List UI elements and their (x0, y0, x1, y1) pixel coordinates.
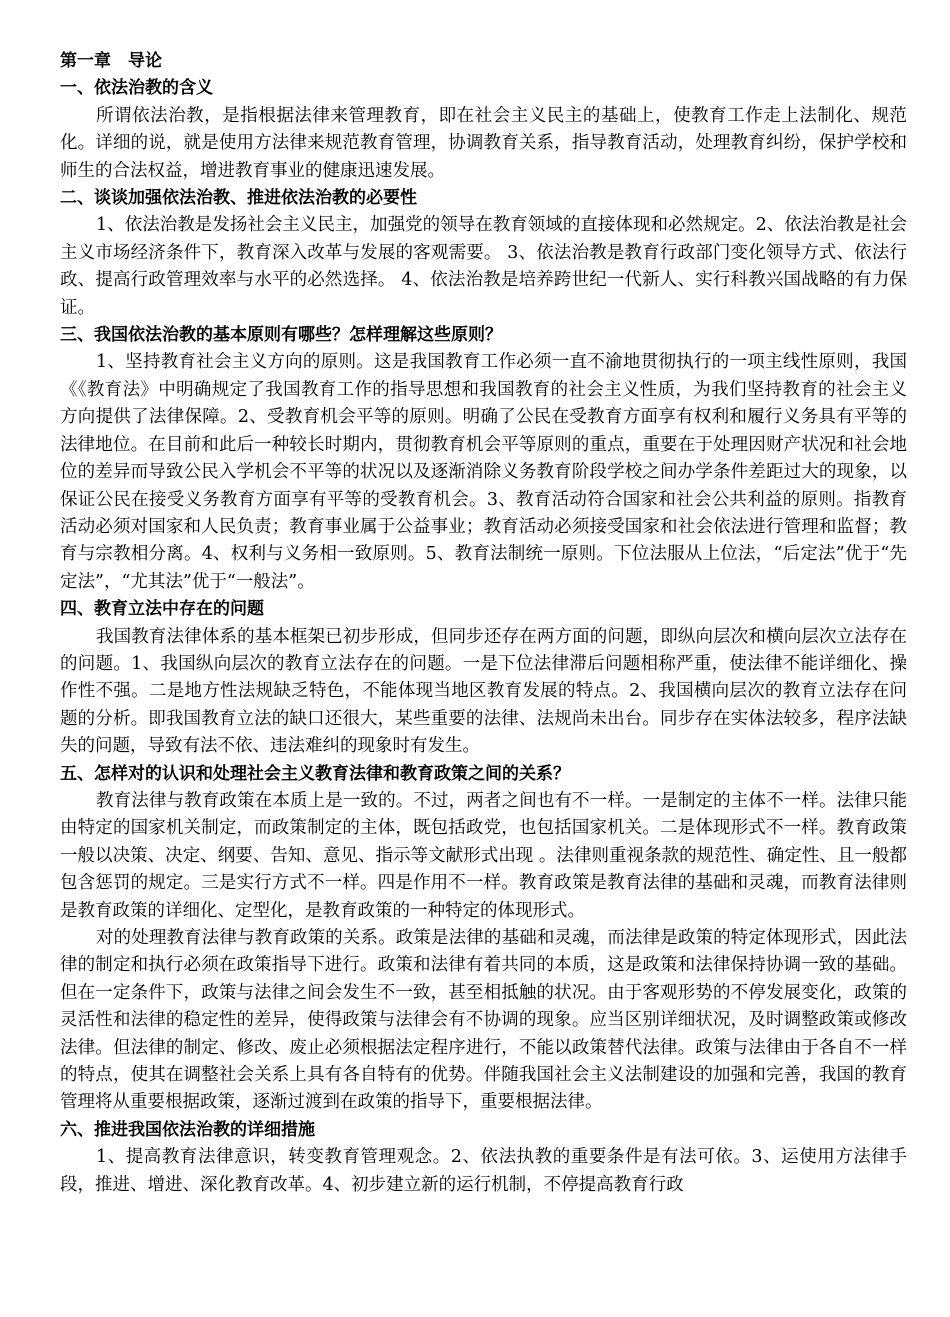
chapter-title: 第一章 导论 (60, 51, 162, 71)
section-3-heading: 三、我国依法治教的基本原则有哪些？怎样理解这些原则？ (60, 325, 502, 346)
section-1-heading: 一、依法治教的含义 (60, 78, 213, 99)
section-4-heading: 四、教育立法中存在的问题 (60, 599, 264, 620)
section-3-paragraph-1: 1、坚持教育社会主义方向的原则。这是我国教育工作必须一直不渝地贯彻执行的一项主线性原则，我国《《教育法》中明确规定了我国教育工作的指导思想和我国教育的社会主义性质，为我们坚持教育的社会主义方向提供了法律保障。2、受教育机会平等的原则。明确了公民在受教育方面享有权利和履行义务具有平等的法律地位。在目前和此后一种较长时期内，贯彻教育机会平等原则的重点，重要在于处理因财产状况和社会地位的差异而导致公民入学机会不平等的状况以及逐渐消除义务教育阶段学校之间办学条件差距过大的现象，以保证公民在接受义务教育方面享有平等的受教育机会。3、教育活动符合国家和社会公共利益的原则。指教育活动必须对国家和人民负责；教育事业属于公益事业；教育活动必须接受国家和社会依法进行管理和监督；教育与宗教相分离。4、权利与义务相一致原则。5、教育法制统一原则。下位法服从上位法，“后定法”优于“先定法”，“尤其法”优于“一般法”。 (60, 352, 907, 592)
section-1-paragraph-1: 所谓依法治教，是指根据法律来管理教育，即在社会主义民主的基础上，使教育工作走上法制化、规范化。详细的说，就是使用方法律来规范教育管理，协调教育关系，指导教育活动，处理教育纠纷，保护学校和师生的合法权益，增进教育事业的健康迅速发展。 (60, 105, 907, 181)
section-4-paragraph-1: 我国教育法律体系的基本框架已初步形成，但同步还存在两方面的问题，即纵向层次和横向层次立法存在的问题。1、我国纵向层次的教育立法存在的问题。一是下位法律滞后问题相称严重，使法律不能详细化、操作性不强。二是地方性法规缺乏特色，不能体现当地区教育发展的特点。2、我国横向层次的教育立法存在问题的分析。即我国教育立法的缺口还很大，某些重要的法律、法规尚未出台。同步存在实体法较多，程序法缺失的问题，导致有法不依、违法难纠的现象时有发生。 (60, 626, 907, 757)
section-2-paragraph-1: 1、依法治教是发扬社会主义民主，加强党的领导在教育领域的直接体现和必然规定。2、依法治教是社会主义市场经济条件下，教育深入改革与发展的客观需要。 3、依法治教是教育行政部门变化领导方式、依法行政、提高行政管理效率与水平的必然选择。 4、依法治教是培养跨世纪一代新人、实行科教兴国战略的有力保证。 (60, 215, 907, 318)
document-page (60, 48, 907, 1199)
section-2-heading: 二、谈谈加强依法治教、推进依法治教的必要性 (60, 188, 417, 209)
section-6-paragraph-1: 1、提高教育法律意识，转变教育管理观念。2、依法执教的重要条件是有法可依。3、运使用方法律手段，推进、增进、深化教育改革。4、初步建立新的运行机制，不停提高教育行政 (60, 1147, 907, 1195)
section-6-heading: 六、推进我国依法治教的详细措施 (60, 1119, 315, 1140)
section-5-heading: 五、怎样对的认识和处理社会主义教育法律和教育政策之间的关系？ (60, 763, 570, 784)
section-5-paragraph-2: 对的处理教育法律与教育政策的关系。政策是法律的基础和灵魂，而法律是政策的特定体现形式，因此法律的制定和执行必须在政策指导下进行。政策和法律有着共同的本质，这是政策和法律保持协调一致的基础。但在一定条件下，政策与法律之间会发生不一致，甚至相抵触的状况。由于客观形势的不停发展变化，政策的灵活性和法律的稳定性的差异，使得政策与法律会有不协调的现象。应当区别详细状况，及时调整政策或修改法律。但法律的制定、修改、废止必须根据法定程序进行，不能以政策替代法律。政策与法律由于各自不一样的特点，使其在调整社会关系上具有各自特有的优势。伴随我国社会主义法制建设的加强和完善，我国的教育管理将从重要根据政策，逐渐过渡到在政策的指导下，重要根据法律。 (60, 928, 907, 1113)
section-5-paragraph-1: 教育法律与教育政策在本质上是一致的。不过，两者之间也有不一样。一是制定的主体不一样。法律只能由特定的国家机关制定，而政策制定的主体，既包括政党，也包括国家机关。二是体现形式不一样。教育政策一般以决策、决定、纲要、告知、意见、指示等文献形式出现 。法律则重视条款的规范性、确定性、且一般都包含惩罚的规定。三是实行方式不一样。四是作用不一样。教育政策是教育法律的基础和灵魂，而教育法律则是教育政策的详细化、定型化，是教育政策的一种特定的体现形式。 (60, 790, 907, 921)
